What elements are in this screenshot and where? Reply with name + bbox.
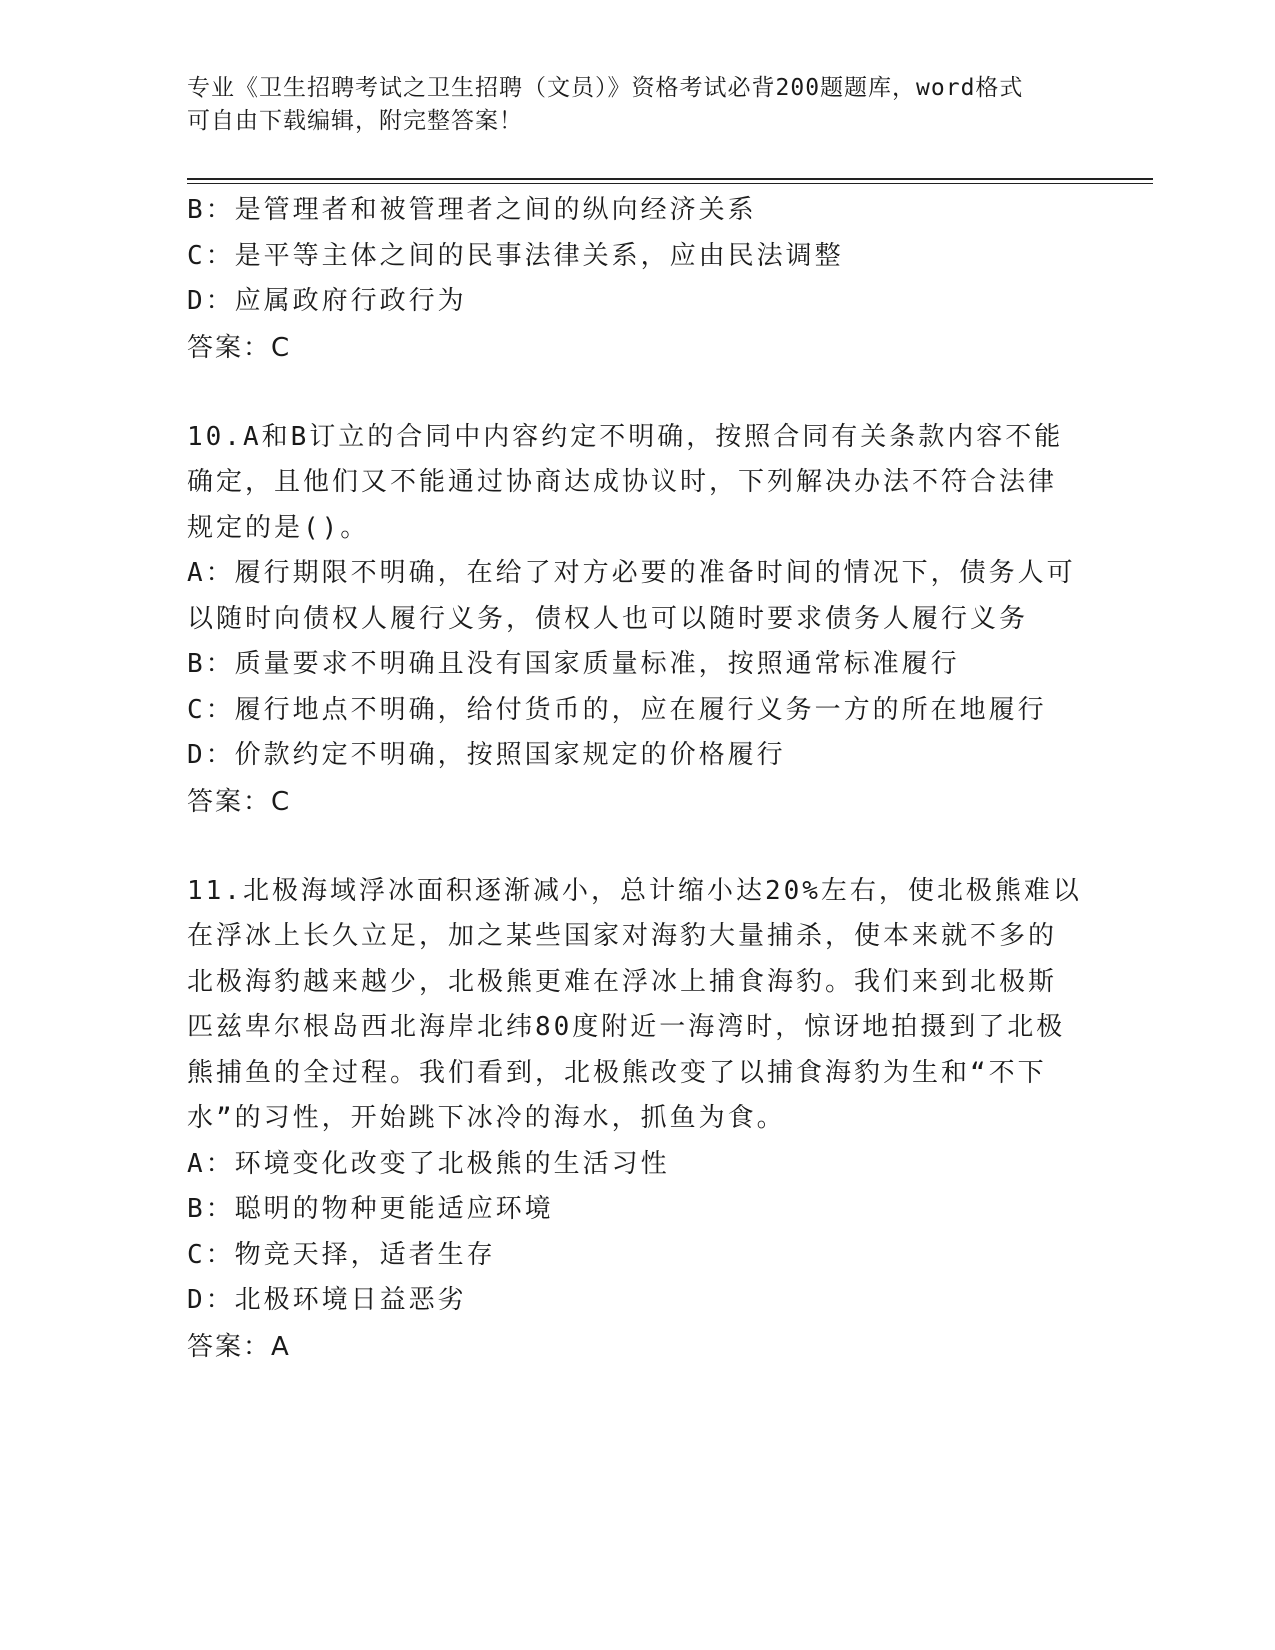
header-line-2: 可自由下载编辑，附完整答案！ [187, 108, 523, 134]
header-divider-thick [187, 178, 1153, 180]
question-stem-line: 匹兹卑尔根岛西北海岸北纬80度附近一海湾时，惊讶地拍摄到了北极 [187, 1012, 1066, 1042]
question-stem-line: 规定的是()。 [187, 512, 370, 543]
question-stem-line: 在浮冰上长久立足，加之某些国家对海豹大量捕杀，使本来就不多的 [187, 921, 1058, 951]
option-a: A：履行期限不明确，在给了对方必要的准备时间的情况下，债务人可 [187, 558, 1076, 588]
question-stem-line: 10.A和B订立的合同中内容约定不明确，按照合同有关条款内容不能 [187, 421, 1064, 452]
document-header [187, 72, 1067, 138]
option-d: D：价款约定不明确，按照国家规定的价格履行 [187, 740, 786, 770]
question-9-block [187, 188, 1077, 371]
option-c: C：履行地点不明确，给付货币的，应在履行义务一方的所在地履行 [187, 694, 1047, 725]
option-b: B：是管理者和被管理者之间的纵向经济关系 [187, 195, 757, 225]
spacer [187, 371, 1077, 415]
answer-line: 答案：C [187, 332, 292, 363]
question-stem-line: 熊捕鱼的全过程。我们看到，北极熊改变了以捕食海豹为生和“不下 [187, 1057, 1047, 1088]
answer-line: 答案：C [187, 786, 292, 817]
option-b: B：质量要求不明确且没有国家质量标准，按照通常标准履行 [187, 649, 960, 679]
option-d: D：北极环境日益恶劣 [187, 1285, 467, 1315]
question-11-block [187, 869, 1082, 1370]
option-c: C：物竞天择，适者生存 [187, 1239, 496, 1270]
option-b: B：聪明的物种更能适应环境 [187, 1194, 554, 1224]
option-d: D：应属政府行政行为 [187, 286, 467, 316]
question-stem-line: 水”的习性，开始跳下冰冷的海水，抓鱼为食。 [187, 1103, 786, 1133]
question-10-block [187, 415, 1077, 825]
question-stem-line: 11.北极海域浮冰面积逐渐减小，总计缩小达20%左右，使北极熊难以 [187, 875, 1082, 906]
header-divider-thin [187, 183, 1153, 184]
spacer [187, 825, 1077, 869]
question-stem-line: 确定，且他们又不能通过协商达成协议时，下列解决办法不符合法律 [187, 467, 1058, 497]
question-content [187, 188, 1082, 1370]
option-c: C：是平等主体之间的民事法律关系，应由民法调整 [187, 240, 844, 271]
option-a: A：环境变化改变了北极熊的生活习性 [187, 1148, 670, 1179]
option-a-continued: 以随时向债权人履行义务，债权人也可以随时要求债务人履行义务 [187, 603, 1029, 634]
answer-line: 答案：A [187, 1331, 291, 1362]
header-line-1: 专业《卫生招聘考试之卫生招聘（文员）》资格考试必背200题题库，word格式 [187, 75, 1024, 101]
question-stem-line: 北极海豹越来越少，北极熊更难在浮冰上捕食海豹。我们来到北极斯 [187, 966, 1058, 997]
